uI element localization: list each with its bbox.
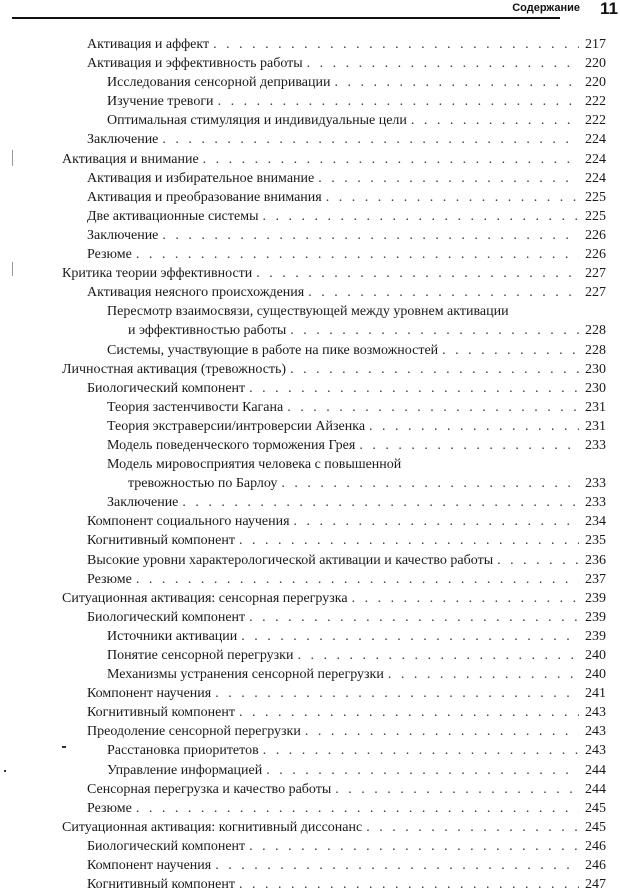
dot-leader — [266, 761, 579, 780]
toc-entry — [0, 799, 620, 818]
dot-leader — [162, 130, 579, 149]
dot-leader — [308, 283, 579, 302]
toc-entry-title: Критика теории эффективности — [62, 266, 253, 282]
toc-entry-page: 241 — [585, 686, 606, 702]
toc-entry-title: Заключение — [107, 495, 179, 511]
dot-leader — [369, 417, 579, 436]
toc-entry — [0, 360, 620, 379]
dot-leader — [411, 111, 579, 130]
toc-entry-title: Теория застенчивости Кагана — [107, 399, 284, 415]
toc-entry — [0, 54, 620, 73]
toc-entry-page: 243 — [585, 705, 606, 721]
toc-entry — [0, 283, 620, 302]
header-rule — [12, 17, 560, 19]
toc-entry — [0, 589, 620, 608]
toc-entry-page: 227 — [585, 285, 606, 301]
toc-entry — [0, 398, 620, 417]
dot-leader — [497, 551, 579, 570]
toc-entry — [0, 627, 620, 646]
toc-entry-title: Системы, участвующие в работе на пике возможностей — [107, 342, 439, 358]
toc-entry — [0, 551, 620, 570]
toc-entry-title: Ситуационная активация: сенсорная перегрузка — [62, 590, 348, 606]
toc-entry-page: 246 — [585, 838, 606, 854]
toc-entry-title: Управление информацией — [107, 762, 263, 778]
dot-leader — [239, 703, 579, 722]
toc-entry-title: Активация неясного происхождения — [87, 285, 305, 301]
toc-entry-title: Понятие сенсорной перегрузки — [107, 648, 294, 663]
toc-entry-page: 224 — [585, 132, 606, 148]
dot-leader — [203, 150, 579, 169]
dot-leader — [318, 169, 579, 188]
toc-entry — [0, 780, 620, 799]
toc-entry — [0, 761, 620, 780]
toc-entry-page: 247 — [585, 877, 606, 893]
toc-entry — [0, 245, 620, 264]
toc-entry-title: Когнитивный компонент — [87, 533, 235, 549]
toc-entry — [0, 92, 620, 111]
toc-entry — [0, 570, 620, 589]
toc-entry-title: Заключение — [87, 227, 159, 243]
toc-entry-title: Источники активации — [107, 628, 238, 644]
toc-entry-title: Биологический компонент — [87, 380, 246, 396]
toc-entry-page: 233 — [585, 476, 606, 492]
dot-leader — [218, 92, 579, 111]
dot-leader — [366, 818, 579, 837]
toc-entry — [0, 188, 620, 207]
dot-leader — [334, 73, 579, 92]
toc-entry-page: 245 — [585, 800, 606, 816]
toc-entry-page: 224 — [585, 170, 606, 186]
toc-entry — [0, 111, 620, 130]
toc-entry-page: 222 — [585, 94, 606, 110]
toc-entry-page: 245 — [585, 819, 606, 835]
toc-entry-page: 230 — [585, 361, 606, 377]
dot-leader — [136, 570, 579, 589]
dot-leader — [241, 627, 579, 646]
dot-leader — [294, 512, 579, 531]
toc-entry-title: Преодоление сенсорной перегрузки — [87, 724, 301, 740]
toc-entry — [0, 665, 620, 684]
toc-entry-title: Компонент социального научения — [87, 514, 290, 530]
dot-leader — [239, 875, 579, 894]
dot-leader — [249, 608, 579, 627]
toc-entry-title: Когнитивный компонент — [87, 877, 235, 893]
toc-entry — [0, 130, 620, 149]
toc-entry-page: 228 — [585, 342, 606, 358]
toc-entry — [0, 722, 620, 741]
toc-entry — [0, 150, 620, 169]
toc-entry-page: 239 — [585, 609, 606, 625]
dot-leader — [249, 379, 579, 398]
toc-entry-title: Изучение тревоги — [107, 94, 214, 110]
toc-entry-title: Сенсорная перегрузка и качество работы — [87, 781, 332, 797]
toc-entry — [0, 684, 620, 703]
toc-entry — [0, 207, 620, 226]
toc-entry — [0, 493, 620, 512]
toc-entry-title: Личностная активация (тревожность) — [62, 361, 287, 377]
dot-leader — [297, 646, 579, 665]
toc-entry-title: Механизмы устранения сенсорной перегрузки — [107, 667, 384, 683]
dot-leader — [239, 531, 579, 550]
dot-leader — [262, 207, 579, 226]
toc-entry — [0, 264, 620, 283]
toc-entry-title: Биологический компонент — [87, 838, 246, 854]
toc-entry-page: 224 — [585, 151, 606, 167]
toc-entry-title: Модель мировосприятия человека с повышенной — [107, 457, 402, 473]
toc-entry-page: 246 — [585, 858, 606, 874]
toc-entry — [0, 856, 620, 875]
dot-leader — [182, 493, 579, 512]
toc-entry — [0, 646, 620, 665]
toc-entry — [0, 302, 620, 321]
toc-entry — [0, 531, 620, 550]
toc-entry — [0, 512, 620, 531]
toc-entry-page: 231 — [585, 418, 606, 434]
toc-entry — [0, 875, 620, 894]
toc-entry-title: Активация и избирательное внимание — [87, 170, 315, 186]
toc-entry-page: 239 — [585, 628, 606, 644]
dot-leader — [287, 398, 579, 417]
toc-entry-title: Пересмотр взаимосвязи, существующей между уровнем активации — [107, 304, 509, 320]
toc-entry-page: 228 — [585, 323, 606, 339]
toc-entry-page: 240 — [585, 667, 606, 683]
toc-entry — [0, 608, 620, 627]
toc-entry-page: 226 — [585, 227, 606, 243]
toc-entry-title: тревожностью по Барлоу — [128, 476, 278, 492]
dot-leader — [249, 837, 579, 856]
toc-entry-page: 231 — [585, 399, 606, 415]
dot-leader — [290, 360, 579, 379]
dot-leader — [136, 799, 579, 818]
dot-leader — [215, 856, 579, 875]
toc-entry-title: Биологический компонент — [87, 609, 246, 625]
toc-entry-title: Оптимальная стимуляция и индивидуальные цели — [107, 113, 407, 129]
toc-entry-page: 220 — [585, 56, 606, 72]
toc-entry-title: Две активационные системы — [87, 208, 259, 224]
toc-entry-title: Активация и аффект — [87, 37, 210, 52]
toc-entry-page: 217 — [585, 37, 606, 52]
toc-entry-page: 236 — [585, 552, 606, 568]
toc-entry-title: Исследования сенсорной депривации — [107, 75, 331, 91]
toc-entry-page: 225 — [585, 208, 606, 224]
toc-entry-page: 233 — [585, 495, 606, 511]
table-of-contents — [0, 35, 620, 894]
dot-leader — [136, 245, 579, 264]
toc-entry — [0, 379, 620, 398]
dot-leader — [388, 665, 579, 684]
dot-leader — [326, 188, 579, 207]
toc-entry — [0, 341, 620, 360]
dot-leader — [213, 35, 579, 54]
toc-entry — [0, 73, 620, 92]
toc-entry-page: 222 — [585, 113, 606, 129]
toc-entry-page: 233 — [585, 437, 606, 453]
toc-entry-page: 227 — [585, 266, 606, 282]
toc-entry-page: 230 — [585, 380, 606, 396]
toc-entry-title: Резюме — [87, 571, 132, 587]
toc-entry-title: Теория экстраверсии/интроверсии Айзенка — [107, 418, 366, 434]
toc-entry — [0, 741, 620, 760]
toc-entry — [0, 35, 620, 54]
toc-entry-page: 243 — [585, 724, 606, 740]
dot-leader — [335, 780, 579, 799]
running-header-title: Содержание — [508, 2, 580, 14]
toc-entry-title: Когнитивный компонент — [87, 705, 235, 721]
page-number: 11 — [600, 0, 618, 18]
dot-leader — [256, 264, 579, 283]
toc-entry-title: Расстановка приоритетов — [107, 743, 259, 759]
dot-leader — [215, 684, 579, 703]
toc-entry — [0, 436, 620, 455]
toc-entry-title: Резюме — [87, 247, 132, 263]
toc-entry-title: и эффективностью работы — [128, 323, 287, 339]
toc-entry-title: Ситуационная активация: когнитивный диссонанс — [62, 819, 363, 835]
toc-entry-title: Резюме — [87, 800, 132, 816]
toc-entry-page: 237 — [585, 571, 606, 587]
toc-entry — [0, 474, 620, 493]
toc-entry-page: 239 — [585, 590, 606, 606]
toc-entry-title: Компонент научения — [87, 858, 212, 874]
toc-entry-title: Активация и эффективность работы — [87, 56, 303, 72]
dot-leader — [352, 589, 579, 608]
toc-entry-page: 244 — [585, 781, 606, 797]
dot-leader — [263, 741, 579, 760]
dot-leader — [305, 722, 579, 741]
toc-entry-page: 240 — [585, 648, 606, 663]
dot-leader — [307, 54, 579, 73]
toc-entry — [0, 818, 620, 837]
toc-entry-title: Модель поведенческого торможения Грея — [107, 437, 356, 453]
toc-entry — [0, 455, 620, 474]
toc-entry-page: 234 — [585, 514, 606, 530]
toc-entry-page: 226 — [585, 247, 606, 263]
toc-entry-page: 225 — [585, 189, 606, 205]
toc-entry-title: Активация и внимание — [62, 151, 199, 167]
dot-leader — [442, 341, 579, 360]
toc-entry-page: 244 — [585, 762, 606, 778]
dot-leader — [290, 321, 579, 340]
toc-entry — [0, 703, 620, 722]
toc-entry — [0, 417, 620, 436]
running-header — [0, 0, 620, 28]
toc-entry — [0, 837, 620, 856]
dot-leader — [162, 226, 579, 245]
toc-entry-title: Заключение — [87, 132, 159, 148]
toc-entry — [0, 226, 620, 245]
toc-entry-page: 235 — [585, 533, 606, 549]
toc-entry-title: Компонент научения — [87, 686, 212, 702]
toc-entry-title: Активация и преобразование внимания — [87, 189, 322, 205]
toc-entry-page: 243 — [585, 743, 606, 759]
dot-leader — [281, 474, 579, 493]
dot-leader — [359, 436, 579, 455]
toc-entry-title: Высокие уровни характерологической активации и качество работы — [87, 552, 494, 568]
toc-entry-page: 220 — [585, 75, 606, 91]
toc-entry — [0, 169, 620, 188]
toc-entry — [0, 321, 620, 340]
